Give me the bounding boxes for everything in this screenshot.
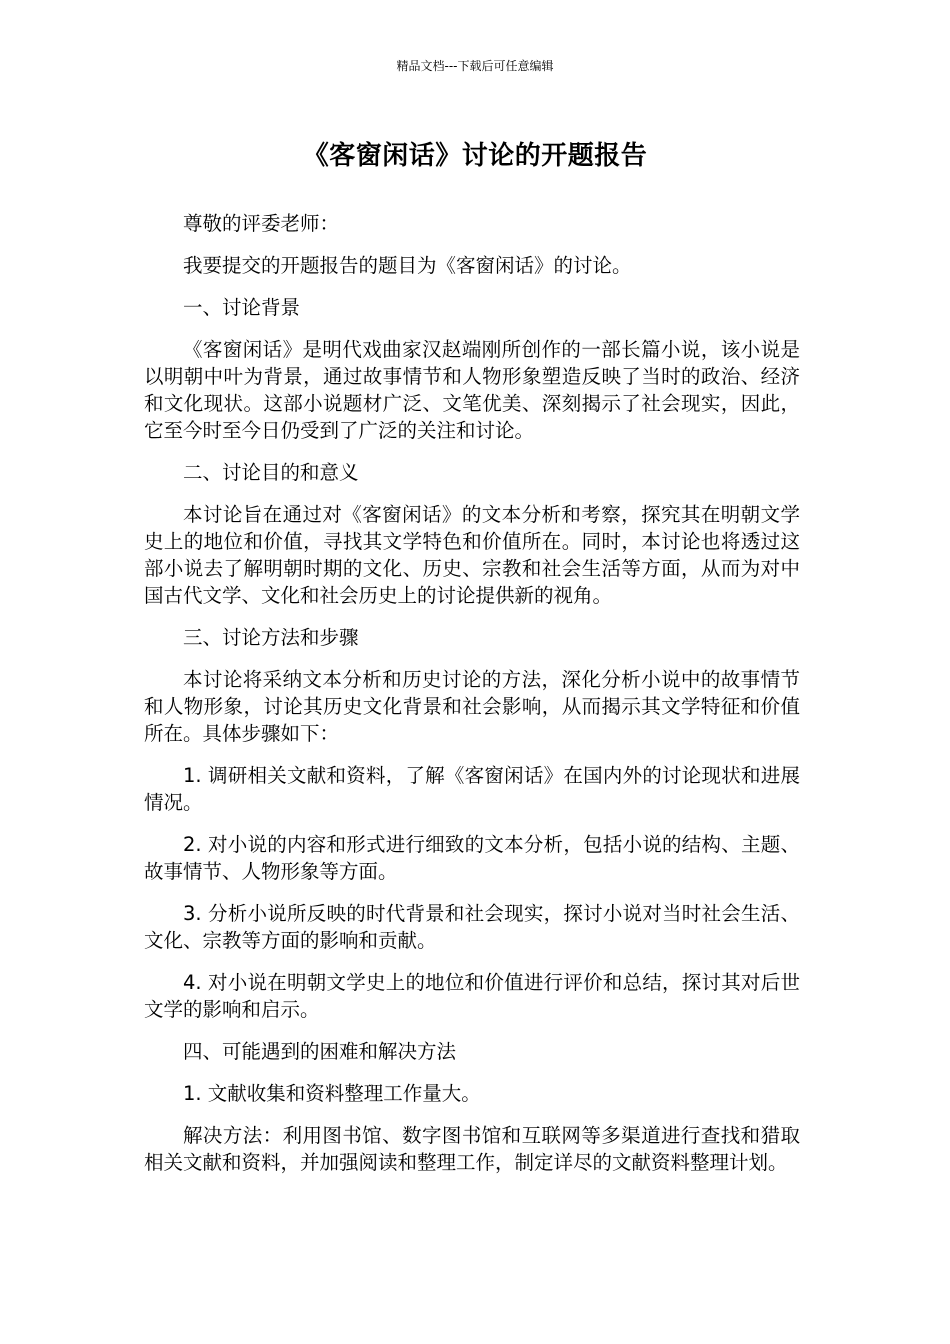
method-step-3: 3. 分析小说所反映的时代背景和社会现实，探讨小说对当时社会生活、文化、宗教等方面的影响和贡献。 <box>144 902 800 952</box>
method-step-2: 2. 对小说的内容和形式进行细致的文本分析，包括小说的结构、主题、故事情节、人物形象等方面。 <box>144 833 800 883</box>
section-heading-background: 一、讨论背景 <box>183 296 301 319</box>
difficulty-1: 1. 文献收集和资料整理工作量大。 <box>183 1082 481 1105</box>
intro-paragraph: 我要提交的开题报告的题目为《客窗闲话》的讨论。 <box>183 254 632 277</box>
method-step-1: 1. 调研相关文献和资料，了解《客窗闲话》在国内外的讨论现状和进展情况。 <box>144 764 800 814</box>
salutation: 尊敬的评委老师： <box>183 212 340 235</box>
document-body <box>144 210 800 1191</box>
document-title: 《客窗闲话》讨论的开题报告 <box>302 141 648 171</box>
section-heading-difficulties: 四、可能遇到的困难和解决方法 <box>183 1040 457 1063</box>
section-heading-method: 三、讨论方法和步骤 <box>183 626 359 649</box>
solution-1: 解决方法：利用图书馆、数字图书馆和互联网等多渠道进行查找和猎取相关文献和资料，并加强阅读和整理工作，制定详尽的文献资料整理计划。 <box>144 1124 800 1174</box>
purpose-paragraph: 本讨论旨在通过对《客窗闲话》的文本分析和考察，探究其在明朝文学史上的地位和价值，寻找其文学特色和价值所在。同时，本讨论也将透过这部小说去了解明朝时期的文化、历史、宗教和社会生活等方面，从而为对中国古代文学、文化和社会历史上的讨论提供新的视角。 <box>144 503 800 607</box>
method-step-4: 4. 对小说在明朝文学史上的地位和价值进行评价和总结，探讨其对后世文学的影响和启示。 <box>144 971 800 1021</box>
method-paragraph: 本讨论将采纳文本分析和历史讨论的方法，深化分析小说中的故事情节和人物形象，讨论其历史文化背景和社会影响，从而揭示其文学特征和价值所在。具体步骤如下： <box>144 668 800 745</box>
header-note: 精品文档---下载后可任意编辑 <box>396 59 554 73</box>
background-paragraph: 《客窗闲话》是明代戏曲家汉赵端刚所创作的一部长篇小说，该小说是以明朝中叶为背景，通过故事情节和人物形象塑造反映了当时的政治、经济和文化现状。这部小说题材广泛、文笔优美、深刻揭示了社会现实，因此，它至今时至今日仍受到了广泛的关注和讨论。 <box>144 338 800 442</box>
section-heading-purpose: 二、讨论目的和意义 <box>183 461 359 484</box>
